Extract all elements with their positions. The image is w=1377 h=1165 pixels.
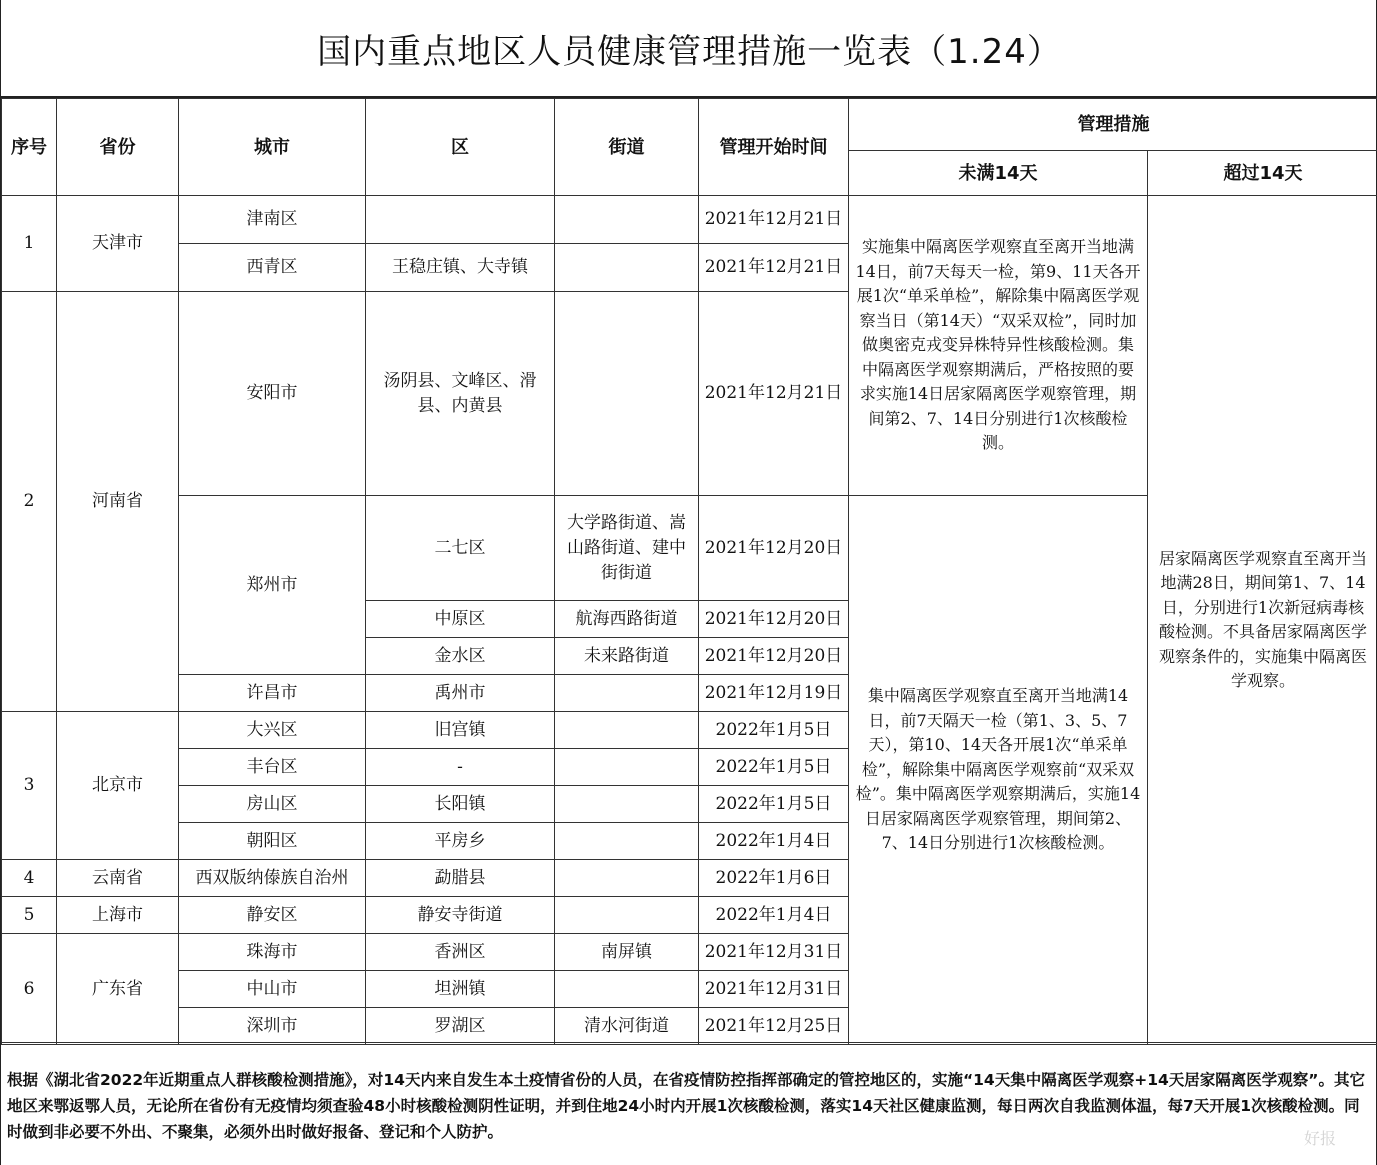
cell-street [555, 292, 699, 496]
cell-date: 2021年12月21日 [699, 244, 849, 292]
cell-street [555, 749, 699, 786]
cell-street [555, 712, 699, 749]
cell-street [555, 823, 699, 860]
cell-date: 2021年12月19日 [699, 675, 849, 712]
cell-measure-over14: 居家隔离医学观察直至离开当地满28日，期间第1、7、14日，分别进行1次新冠病毒核酸检测。不具备居家隔离医学观察条件的，实施集中隔离医学观察。 [1148, 196, 1377, 1045]
watermark: 好报 [1303, 1129, 1336, 1148]
cell-district: 坦洲镇 [366, 971, 555, 1008]
cell-seq: 4 [2, 860, 57, 897]
cell-district: 王稳庄镇、大寺镇 [366, 244, 555, 292]
cell-district: - [366, 749, 555, 786]
cell-province: 河南省 [57, 292, 179, 712]
cell-date: 2022年1月4日 [699, 897, 849, 934]
header-start-time: 管理开始时间 [699, 99, 849, 196]
cell-district: 二七区 [366, 496, 555, 601]
cell-city: 西双版纳傣族自治州 [179, 860, 366, 897]
cell-date: 2022年1月5日 [699, 786, 849, 823]
cell-street: 清水河街道 [555, 1008, 699, 1045]
cell-street: 南屏镇 [555, 934, 699, 971]
cell-seq: 2 [2, 292, 57, 712]
cell-measure-under14-a: 实施集中隔离医学观察直至离开当地满14日，前7天每天一检，第9、11天各开展1次“单采单检”，解除集中隔离医学观察当日（第14天）“双采双检”，同时加做奥密克戎变异株特异性核酸检测。集中隔离医学观察期满后，严格按照的要求实施14日居家隔离医学观察管理，期间第2、7、14日分别进行1次核酸检测。 [849, 196, 1148, 496]
header-city: 城市 [179, 99, 366, 196]
cell-district: 罗湖区 [366, 1008, 555, 1045]
cell-province: 云南省 [57, 860, 179, 897]
cell-date: 2021年12月31日 [699, 971, 849, 1008]
cell-street: 航海西路街道 [555, 601, 699, 638]
cell-city: 房山区 [179, 786, 366, 823]
header-row [2, 99, 1377, 151]
header-measures: 管理措施 [849, 99, 1377, 151]
header-province: 省份 [57, 99, 179, 196]
cell-city: 朝阳区 [179, 823, 366, 860]
cell-province: 天津市 [57, 196, 179, 292]
cell-date: 2021年12月25日 [699, 1008, 849, 1045]
cell-city: 郑州市 [179, 496, 366, 675]
header-under14: 未满14天 [849, 151, 1148, 196]
cell-street [555, 971, 699, 1008]
cell-seq: 6 [2, 934, 57, 1045]
cell-street: 大学路街道、嵩山路街道、建中街街道 [555, 496, 699, 601]
cell-city: 珠海市 [179, 934, 366, 971]
cell-date: 2021年12月20日 [699, 601, 849, 638]
header-street: 街道 [555, 99, 699, 196]
header-over14: 超过14天 [1148, 151, 1377, 196]
cell-street [555, 196, 699, 244]
table-row [2, 196, 1377, 244]
cell-city: 丰台区 [179, 749, 366, 786]
cell-seq: 3 [2, 712, 57, 860]
cell-district: 勐腊县 [366, 860, 555, 897]
cell-district: 香洲区 [366, 934, 555, 971]
cell-street: 未来路街道 [555, 638, 699, 675]
cell-city: 中山市 [179, 971, 366, 1008]
cell-measure-under14-b: 集中隔离医学观察直至离开当地满14日，前7天隔天一检（第1、3、5、7天），第10、14天各开展1次“单采单检”，解除集中隔离医学观察前“双采双检”。集中隔离医学观察期满后，实施14日居家隔离医学观察管理，期间第2、7、14日分别进行1次核酸检测。 [849, 496, 1148, 1045]
cell-date: 2021年12月21日 [699, 196, 849, 244]
cell-province: 上海市 [57, 897, 179, 934]
cell-city: 安阳市 [179, 292, 366, 496]
cell-street [555, 786, 699, 823]
cell-street [555, 897, 699, 934]
cell-city: 静安区 [179, 897, 366, 934]
cell-district: 旧宫镇 [366, 712, 555, 749]
cell-city: 西青区 [179, 244, 366, 292]
cell-city: 津南区 [179, 196, 366, 244]
cell-date: 2022年1月6日 [699, 860, 849, 897]
cell-street [555, 675, 699, 712]
cell-district: 金水区 [366, 638, 555, 675]
measures-table [1, 98, 1377, 1045]
cell-province: 北京市 [57, 712, 179, 860]
header-district: 区 [366, 99, 555, 196]
cell-date: 2022年1月5日 [699, 712, 849, 749]
cell-district: 静安寺街道 [366, 897, 555, 934]
page-title: 国内重点地区人员健康管理措施一览表（1.24） [1, 0, 1377, 98]
cell-city: 许昌市 [179, 675, 366, 712]
cell-date: 2021年12月20日 [699, 638, 849, 675]
cell-date: 2022年1月4日 [699, 823, 849, 860]
footnote: 根据《湖北省2022年近期重点人群核酸检测措施》，对14天内来自发生本土疫情省份的人员，在省疫情防控指挥部确定的管控地区的，实施“14天集中隔离医学观察+14天居家隔离医学观察”。其它地区来鄂返鄂人员，无论所在省份有无疫情均须查验48小时核酸检测阴性证明，并到住地24小时内开展1次核酸检测，落实14天社区健康监测，每日两次自我监测体温，每7天开展1次核酸检测。同时做到非必要不外出、不聚集，必须外出时做好报备、登记和个人防护。 [1, 1042, 1377, 1165]
cell-district: 汤阴县、文峰区、滑县、内黄县 [366, 292, 555, 496]
cell-seq: 5 [2, 897, 57, 934]
cell-street [555, 860, 699, 897]
cell-seq: 1 [2, 196, 57, 292]
cell-date: 2021年12月20日 [699, 496, 849, 601]
header-seq: 序号 [2, 99, 57, 196]
cell-district: 禹州市 [366, 675, 555, 712]
cell-street [555, 244, 699, 292]
cell-district: 中原区 [366, 601, 555, 638]
cell-date: 2021年12月31日 [699, 934, 849, 971]
cell-province: 广东省 [57, 934, 179, 1045]
cell-city: 深圳市 [179, 1008, 366, 1045]
cell-date: 2022年1月5日 [699, 749, 849, 786]
cell-district: 平房乡 [366, 823, 555, 860]
cell-district [366, 196, 555, 244]
cell-city: 大兴区 [179, 712, 366, 749]
cell-district: 长阳镇 [366, 786, 555, 823]
cell-date: 2021年12月21日 [699, 292, 849, 496]
